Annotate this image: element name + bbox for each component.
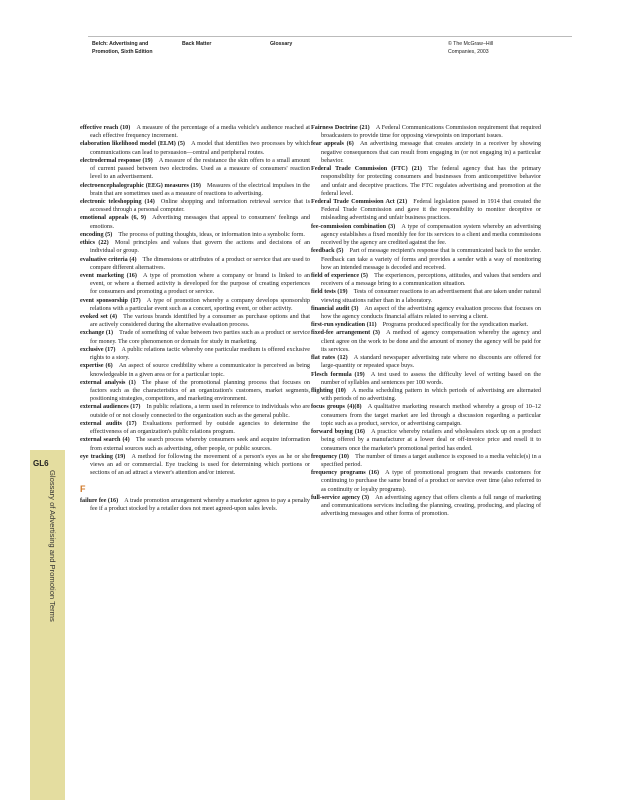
glossary-definition: A practice whereby retailers and wholesalers stock up on a product being offered by a manufacturer at a lower deal or off-invoice price and resell it to consumers once the marketer's promotional period has ended. [321,429,541,452]
glossary-term: field of experience (5) [311,272,368,279]
glossary-entry [80,182,310,198]
glossary-term: feedback (5) [311,248,344,255]
glossary-definition: A test used to assess the difficulty level of writing based on the number of syllables and sentences per 100 words. [321,371,541,386]
glossary-definition: A measure of the percentage of a media vehicle's audience reached at each effective frequency increment. [90,125,310,140]
glossary-definition: A method for following the movement of a person's eyes as he or she views an ad or commercial. Eye tracking is used for determining which portions or sections of an ad attract a viewer's attention and/or interest. [90,453,310,477]
glossary-entry [80,403,310,419]
glossary-entry [80,497,310,513]
glossary-entry [311,272,541,288]
glossary-list-e [80,124,310,477]
glossary-definition: An aspect of source credibility where a communicator is perceived as being knowledgeable in a given area or for a particular topic. [90,363,310,378]
glossary-term: Flesch formula (19) [311,371,365,378]
glossary-entry [80,272,310,297]
book-title-line-2: Promotion, Sixth Edition [92,49,153,55]
glossary-entry [80,231,310,239]
glossary-term: Federal Trade Commission (FTC) (21) [311,166,422,173]
glossary-entry [311,354,541,370]
header-rule [88,36,572,37]
glossary-entry [311,288,541,304]
part-label: Back Matter [182,41,212,47]
glossary-definition: A qualitative marketing research method whereby a group of 10–12 consumers from the target market are led through a discussion regarding a particular topic such as a product, service, or advertising campaign. [321,404,541,427]
glossary-term: failure fee (16) [80,497,119,504]
glossary-term: encoding (5) [80,231,113,238]
glossary-entry [80,124,310,140]
glossary-entry [80,256,310,272]
book-title [92,40,153,56]
glossary-entry [311,453,541,469]
glossary-entry [80,420,310,436]
glossary-term: field tests (19) [311,289,348,296]
glossary-term: external search (4) [80,437,130,444]
glossary-definition: A trade promotion arrangement whereby a marketer agrees to pay a penalty fee if a product stocked by a retailer does not meet agreed-upon sales levels. [90,497,310,512]
glossary-definition: The number of times a target audience is exposed to a media vehicle(s) in a specified period. [321,453,542,468]
glossary-definition: A method of agency compensation whereby the agency and client agree on the work to be done and the amount of money the agency will be paid for its services. [321,330,541,353]
glossary-term: frequency programs (16) [311,470,379,477]
glossary-entry [80,297,310,313]
glossary-entry [80,140,310,156]
glossary-entry [311,165,541,198]
glossary-entry [311,124,541,140]
glossary-entry [311,247,541,272]
section-letter: F [80,484,86,495]
glossary-term: first-run syndication (11) [311,322,377,329]
glossary-definition: An aspect of the advertising agency evaluation process that focuses on how the agency conducts financial affairs related to serving a client. [321,305,541,321]
glossary-entry [311,198,541,223]
glossary-definition: Advertising messages that appeal to consumers' feelings and emotions. [90,215,310,230]
glossary-definition: Tests of consumer reactions to an advertisement that are taken under natural viewing situations rather than in a laboratory. [321,289,541,304]
glossary-definition: A model that identifies two processes by which communications can lead to persuasion—central and peripheral routes. [90,141,310,156]
glossary-term: emotional appeals (6, 9) [80,215,147,222]
glossary-term: external audits (17) [80,420,137,427]
copyright [448,40,493,56]
glossary-definition: The various brands identified by a consumer as purchase options and that are actively considered during the alternative evaluation process. [90,314,310,329]
glossary-definition: Federal legislation passed in 1914 that created the Federal Trade Commission and gave it the responsibility to monitor deceptive or misleading advertising and unfair business practices. [321,198,542,222]
glossary-term: fear appeals (6) [311,141,354,148]
glossary-term: ethics (22) [80,240,109,247]
glossary-term: frequency (10) [311,453,349,460]
glossary-definition: Evaluations performed by outside agencies to determine the effectiveness of an organization's public relations program. [90,420,310,436]
glossary-definition: An advertising agency that offers clients a full range of marketing and communications services including the planning, creating, producing, and placing of advertising messages and other forms of promotion. [321,494,541,518]
glossary-entry [80,329,310,345]
glossary-definition: Part of message recipient's response that is communicated back to the sender. Feedback can take a variety of forms and provides a sender with a way of monitoring how an intended message is decoded and received. [321,248,542,271]
book-title-line-1: Belch: Advertising and [92,41,149,47]
copyright-line-1: © The McGraw−Hill [448,41,494,47]
glossary-term: external audiences (17) [80,404,141,411]
glossary-definition: A type of promotion whereby a company develops sponsorship relations with a particular event such as a concert, sporting event, or other activity. [90,297,310,312]
glossary-list-f [80,497,310,513]
glossary-entry [311,494,541,519]
glossary-entry [80,453,310,478]
glossary-definition: A standard newspaper advertising rate where no discounts are offered for large-quantity or repeated space buys. [321,355,542,370]
glossary-term: effective reach (10) [80,125,131,131]
glossary-term: evaluative criteria (4) [80,256,137,263]
glossary-term: electroencephalographic (EEG) measures (19) [80,182,201,189]
glossary-entry [80,346,310,362]
glossary-definition: In public relations, a term used in reference to individuals who are outside of or not closely connected to the organization such as the general public. [90,404,311,419]
section-label: Glossary [270,41,293,47]
glossary-entry [311,329,541,354]
glossary-term: evoked set (4) [80,314,118,321]
glossary-term: exchange (1) [80,330,114,337]
glossary-entry [311,387,541,403]
glossary-entry [311,140,541,165]
glossary-entry [311,403,541,428]
glossary-term: fixed-fee arrangement (3) [311,330,380,337]
glossary-term: eye tracking (19) [80,453,126,460]
glossary-definition: The dimensions or attributes of a product or service that are used to compare different alternatives. [90,256,310,271]
glossary-term: expertise (6) [80,363,113,370]
glossary-term: elaboration likelihood model (ELM) (5) [80,141,185,148]
glossary-term: financial audit (3) [311,305,359,312]
glossary-term: electronic teleshopping (14) [80,198,155,205]
glossary-entry [311,305,541,321]
glossary-entry [80,157,310,182]
glossary-term: Federal Trade Commission Act (21) [311,198,408,205]
glossary-term: exclusive (17) [80,346,116,353]
glossary-definition: A type of promotion where a company or brand is linked to an event, or where a themed activity is developed for the purpose of creating experiences for consumers and promoting a product or service. [90,272,311,296]
glossary-definition: Trade of something of value between two parties such as a product or service for money. The core phenomenon or domain for study in marketing. [90,330,310,345]
glossary-entry [311,469,541,494]
page-number: GL6 [33,459,49,468]
glossary-definition: A type of promotional program that rewards customers for continuing to purchase the same brand of a product or service over time (also referred to as continuity or loyalty programs). [321,470,541,493]
glossary-term: electrodermal response (19) [80,157,153,164]
glossary-column-left [80,124,310,513]
glossary-definition: The process of putting thoughts, ideas, or information into a symbolic form. [118,231,305,238]
glossary-definition: Measures of the electrical impulses in the brain that are sometimes used as a measure of reactions to advertising. [90,182,310,197]
glossary-term: event marketing (16) [80,272,137,279]
glossary-term: event sponsorship (17) [80,297,141,304]
glossary-term: external analysis (1) [80,379,136,386]
glossary-definition: An advertising message that creates anxiety in a receiver by showing negative consequences that can result from engaging in (or not engaging in) a particular behavior. [321,141,541,164]
glossary-definition: A public relations tactic whereby one particular medium is offered exclusive rights to a story. [90,346,310,362]
glossary-definition: Moral principles and values that govern the actions and decisions of an individual or group. [90,240,310,255]
glossary-definition: Programs produced specifically for the syndication market. [382,322,529,329]
glossary-definition: A type of compensation system whereby an advertising agency establishes a fixed monthly fee for its services to a client and media commissions received by the agency are credited against the fee. [321,223,541,247]
glossary-term: Fairness Doctrine (21) [311,125,370,131]
glossary-entry [80,313,310,329]
glossary-term: focus groups (4)(8) [311,404,362,411]
running-header [92,40,570,68]
glossary-entry [311,223,541,248]
glossary-definition: Online shopping and information retrieval service that is accessed through a personal computer. [90,198,311,214]
glossary-term: fee-commission combination (3) [311,223,396,230]
glossary-entry [311,321,541,329]
glossary-entry [80,198,310,214]
glossary-definition: A media scheduling pattern in which periods of advertising are alternated with periods of no advertising. [321,388,541,403]
glossary-entry [80,239,310,255]
glossary-definition: A measure of the resistance the skin offers to a small amount of current passed between two electrodes. Used as a measure of consumers' reaction level to an advertisement. [90,157,311,181]
glossary-definition: The search process whereby consumers seek and acquire information from external sources such as advertising, other people, or public sources. [90,437,311,452]
glossary-term: forward buying (16) [311,429,365,436]
glossary-entry [80,436,310,452]
glossary-entry [311,371,541,387]
glossary-term: full-service agency (3) [311,494,370,501]
glossary-term: flat rates (12) [311,355,348,362]
glossary-entry [80,379,310,404]
glossary-list-f-continued [311,124,541,519]
glossary-definition: A Federal Communications Commission requirement that required broadcasters to provide time for opposing viewpoints on important issues. [321,125,542,140]
glossary-definition: The phase of the promotional planning process that focuses on factors such as the characteristics of an organization's customers, market segments, positioning strategies, competitors, and marketing environment. [90,379,310,403]
glossary-term: flighting (10) [311,388,346,394]
glossary-entry [80,214,310,230]
sidebar-title: Glossary of Advertising and Promotion Terms [48,470,57,622]
glossary-entry [311,428,541,453]
glossary-column-right [311,124,541,519]
glossary-definition: The experiences, perceptions, attitudes, and values that senders and receivers of a message bring to a communication situation. [321,272,541,288]
glossary-definition: The federal agency that has the primary responsibility for protecting consumers and businesses from anticompetitive behavior and unfair and deceptive practices. The FTC regulates advertising and promotion at the federal level. [321,166,541,197]
copyright-line-2: Companies, 2003 [448,49,489,55]
glossary-entry [80,362,310,378]
